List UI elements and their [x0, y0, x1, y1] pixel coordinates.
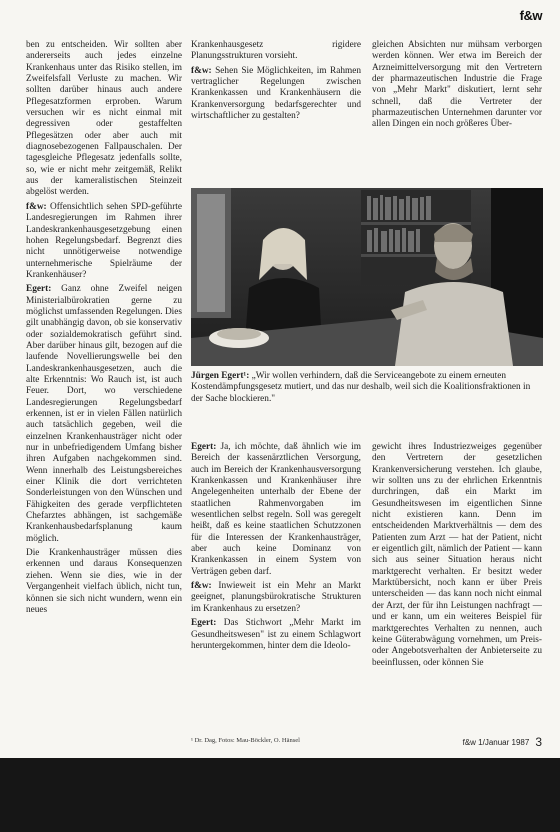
paragraph: gleichen Absichten nur mühsam verborgen werden können. Wer etwa im Bereich der Arzneimittelversorgung mit den Vertretern der pharmazeutischen Industrie die Frage von „Mehr Markt" diskutiert, lernt sehr schnell, daß die Vertreter der pharmazeutischen Unternehmen darunter vor allen Dingen ein noch größeres Über- [372, 40, 542, 130]
paragraph: ben zu entscheiden. Wir sollten aber andererseits auch jedes einzelne Krankenhaus unter das Risiko stellen, im Zweifelsfall Verluste zu machen. Wir sollten darüber hinaus auch andere Pflegesatzformen erproben. Warum versuchen wir es nicht einmal mit degressiven oder gestaffelten Pflegesätzen oder aber auch mit diagnosebezogenen Fallpauschalen. Der tagesgleiche Pflegesatz jedenfalls sollte, so, wie er nicht mehr zeitgemäß, Relikt aus der kameralistischen Steinzeit abgelöst werden. [26, 40, 182, 198]
issue-label: f&w 1/Januar 1987 [462, 738, 530, 747]
speaker-label: Egert: [191, 442, 217, 452]
text-column-middle-top [191, 40, 361, 162]
text-column-right-bottom [372, 442, 542, 736]
caption-speaker: Jürgen Egert¹: [191, 371, 250, 381]
text-column-right-top [372, 40, 542, 162]
paragraph: f&w: Offensichtlich sehen SPD-geführte Landesregierungen im Rahmen ihrer Landeskrankenhausgesetzgebung einen hohen Regelungsbedarf. Begrenzt dies nicht unnötigerweise notwendige unternehmerische Spielräume der Krankenhäuser? [26, 201, 182, 280]
magazine-logo: f&w [519, 8, 542, 23]
page-number: 3 [535, 735, 542, 749]
page-footer [463, 735, 542, 749]
interview-photo-image [191, 188, 543, 366]
bottom-dark-band [0, 758, 560, 832]
speaker-label: f&w: [26, 201, 47, 212]
paragraph: f&w: Inwieweit ist ein Mehr an Markt geeignet, planungsbürokratische Strukturen im Krankenhaus zu ersetzen? [191, 581, 361, 614]
caption-quote: „Wir wollen verhindern, daß die Serviceangebote zu einem erneuten Kostendämpfungsgesetz mutiert, und das nur deshalb, weil sich die Koalitionsfraktionen in der Sache blockieren." [191, 371, 531, 404]
speaker-label: Egert: [191, 618, 217, 629]
speaker-label: f&w: [191, 581, 212, 592]
paragraph: Egert: Das Stichwort „Mehr Markt im Gesundheitswesen" ist zu einem Schlagwort heruntergekommen, hinter dem die Ideolo- [191, 618, 361, 651]
speaker-label: Egert: [26, 284, 52, 295]
speaker-label: f&w: [191, 65, 212, 76]
text-column-middle-bottom [191, 442, 361, 736]
paragraph: Krankenhausgesetz rigidere Planungsstrukturen vorsieht. [191, 40, 361, 62]
paragraph: Egert: Ja, ich möchte, daß ähnlich wie im Bereich der kassenärztlichen Versorgung, auch im Bereich der Krankenhausversorgung Krankenkassen und Krankenhäuser ihre Angelegenheiten unterhalb der Ebene der staatlichen Rahmenvorgaben im wesentlichen selbst regeln. Soll was geregelt heißt, daß es keine staatlichen Schutzzonen für die Interessen der Krankenhausträger, aber auch keine Dominanz von Krankenkassen in einem System von Verträgen geben darf. [191, 442, 361, 577]
paragraph: f&w: Sehen Sie Möglichkeiten, im Rahmen vertraglicher Regelungen zwischen Krankenkassen und Krankenhäusern die Krankenversorgung bedarfsgerechter und wirtschaftlicher zu gestalten? [191, 65, 361, 122]
text-column-left [26, 40, 182, 740]
paragraph: gewicht ihres Industriezweiges gegenüber den Vertretern der gesetzlichen Krankenversicherung verstehen. Ich glaube, wir sollten uns zu der ehrlichen Erkenntnis durchringen, daß ein Markt im Gesundheitswesen im eigentlichen Sinne nicht existieren kann. Denn im entscheidenden Marktverhältnis — dem des Patienten zum Arzt — hat der Patient, nicht er eigentlich gilt, nämlich der Patient — kann sich aus seiner Situation heraus nicht marktgerecht verhalten. Er besitzt weder Marktübersicht, noch kann er über Preis unterscheiden — das kann noch nicht einmal der Arzt, der für ihn Leistungen nachfragt — und er kann, um ein weiteres Beispiel für marktgerechtes Verhalten zu nennen, auch keine Güterabwägung vornehmen, um Preis- oder Angebotsverhalten der Anbieterseite zu beeinflussen, oder können Sie [372, 442, 542, 668]
interview-photo [191, 188, 543, 366]
paragraph: Die Krankenhausträger müssen dies erkennen und daraus Konsequenzen ziehen. Wenn sie dies, wie in der Vergangenheit vielfach üblich, nicht tun, können sie sich nicht wundern, wenn ein neues [26, 548, 182, 615]
paragraph: Egert: Ganz ohne Zweifel neigen Ministerialbürokratien gerne zu möglichst umfassenden Regelungen. Dies gilt unabhängig davon, ob sie konservativ oder sozialdemokratisch geführt sind. Aber darüber hinaus gilt, bezogen auf die laufende Novellierungswelle bei den Landeskrankenhausgesetzen, auch die alte Erkenntnis: Wo Rauch ist, ist auch Feuer. Dort, wo verschiedene Landesregierungen Regelungsbedarf erkennen, ist er in vielen Fällen natürlich auch tatsächlich gegeben, weil die einzelnen Krankenhausträger nicht oder nur in unbefriedigendem Umfang bisher ihren Aufgaben nachgekommen sind. Wenn innerhalb des Leistungsbereiches einer Klinik die dort verrichteten Sonderleistungen von den Wünschen und Fähigkeiten des gerade verpflichteten Chefarztes abhängen, ist sachgemäße Krankenhausbedarfsplanung kaum möglich. [26, 284, 182, 544]
photo-credit-footnote: ¹ Dr. Dag, Fotos: Mau-Böckler, O. Hänsel [191, 737, 300, 744]
photo-caption [191, 371, 543, 405]
